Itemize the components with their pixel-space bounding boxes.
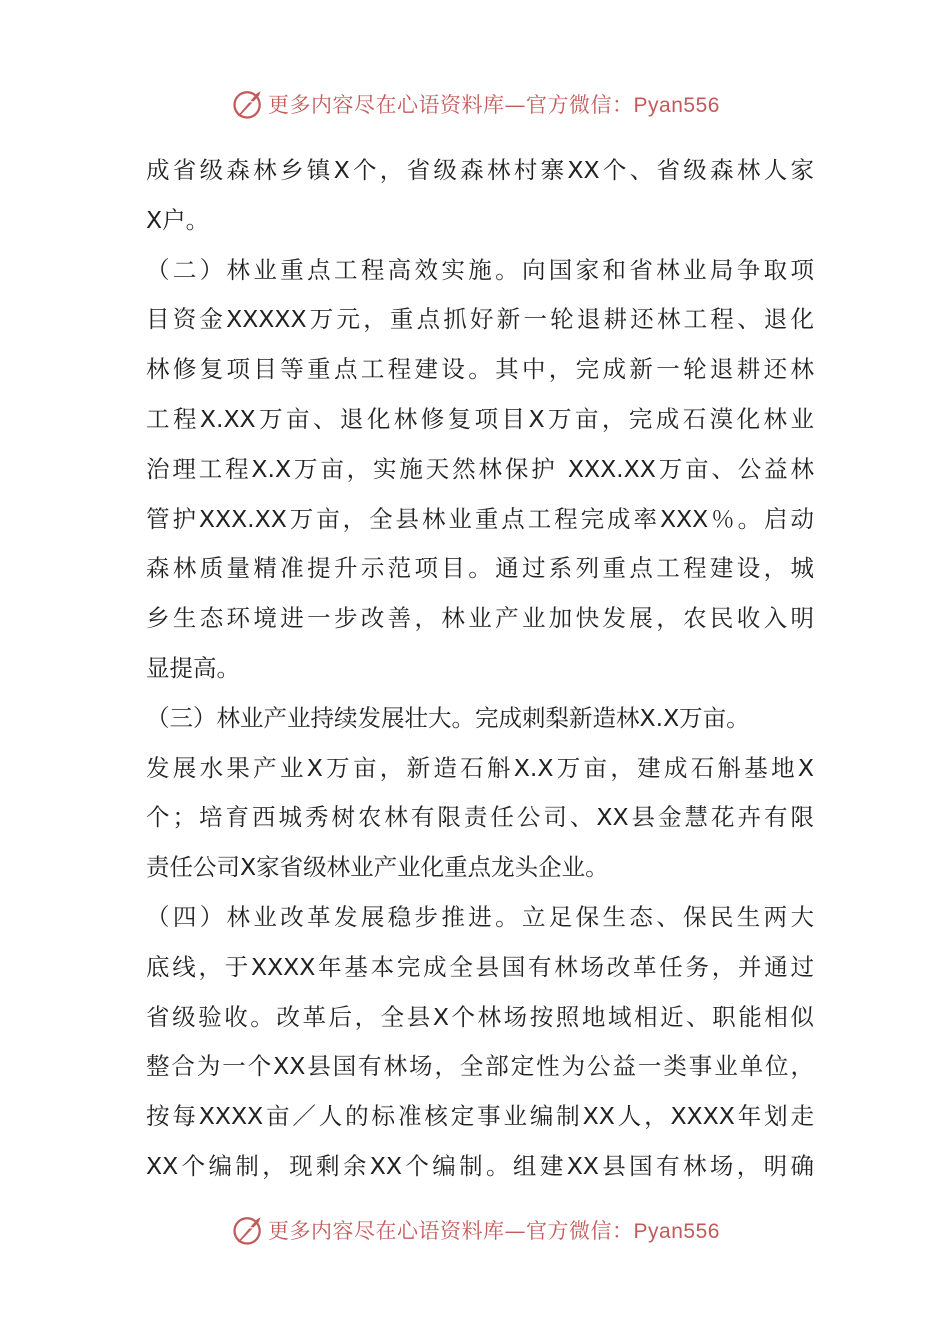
body-line: XX个编制，现剩余XX个编制。组建XX县国有林场，明确 xyxy=(146,1151,814,1180)
body-line: 个；培育西城秀树农林有限责任公司、XX县金慧花卉有限 xyxy=(146,803,814,832)
footer-watermark-text: 更多内容尽在心语资料库—官方微信：Pyan556 xyxy=(268,1219,720,1243)
header-watermark-text: 更多内容尽在心语资料库—官方微信：Pyan556 xyxy=(268,93,720,117)
body-line: 显提高。 xyxy=(146,653,240,682)
body-line: 管护XXX.XX万亩，全县林业重点工程完成率XXX％。启动 xyxy=(146,504,814,533)
body-line: 乡生态环境进一步改善，林业产业加快发展，农民收入明 xyxy=(146,604,814,633)
body-line: 整合为一个XX县国有林场，全部定性为公益一类事业单位， xyxy=(146,1052,814,1081)
body-line: （四）林业改革发展稳步推进。立足保生态、保民生两大 xyxy=(146,902,814,931)
body-line: （二）林业重点工程高效实施。向国家和省林业局争取项 xyxy=(146,255,814,284)
body-line: 省级验收。改革后，全县X个林场按照地域相近、职能相似 xyxy=(146,1002,814,1031)
body-line: 按每XXXX亩／人的标准核定事业编制XX人，XXXX年划走 xyxy=(146,1102,814,1131)
body-line: 责任公司X家省级林业产业化重点龙头企业。 xyxy=(146,853,609,882)
quill-logo-icon xyxy=(230,86,266,122)
body-line: 目资金XXXXX万元，重点抓好新一轮退耕还林工程、退化 xyxy=(146,305,814,334)
footer-watermark-banner xyxy=(0,1210,950,1250)
body-line: （三）林业产业持续发展壮大。完成刺梨新造林X.X万亩。 xyxy=(146,703,750,732)
header-watermark-banner xyxy=(0,84,950,124)
body-line: 森林质量精准提升示范项目。通过系列重点工程建设，城 xyxy=(146,554,814,583)
quill-logo-icon xyxy=(230,1212,266,1248)
body-line: 发展水果产业X万亩，新造石斛X.X万亩，建成石斛基地X xyxy=(146,753,814,782)
body-line: 成省级森林乡镇X个，省级森林村寨XX个、省级森林人家 xyxy=(146,156,814,184)
body-line: 林修复项目等重点工程建设。其中，完成新一轮退耕还林 xyxy=(146,355,814,384)
body-line: 工程X.XX万亩、退化林修复项目X万亩，完成石漠化林业 xyxy=(146,404,814,433)
body-line: 底线，于XXXX年基本完成全县国有林场改革任务，并通过 xyxy=(146,952,814,981)
body-line: 治理工程X.X万亩，实施天然林保护 XXX.XX万亩、公益林 xyxy=(146,454,814,483)
body-line: X户。 xyxy=(146,205,210,234)
document-body xyxy=(146,148,814,1194)
